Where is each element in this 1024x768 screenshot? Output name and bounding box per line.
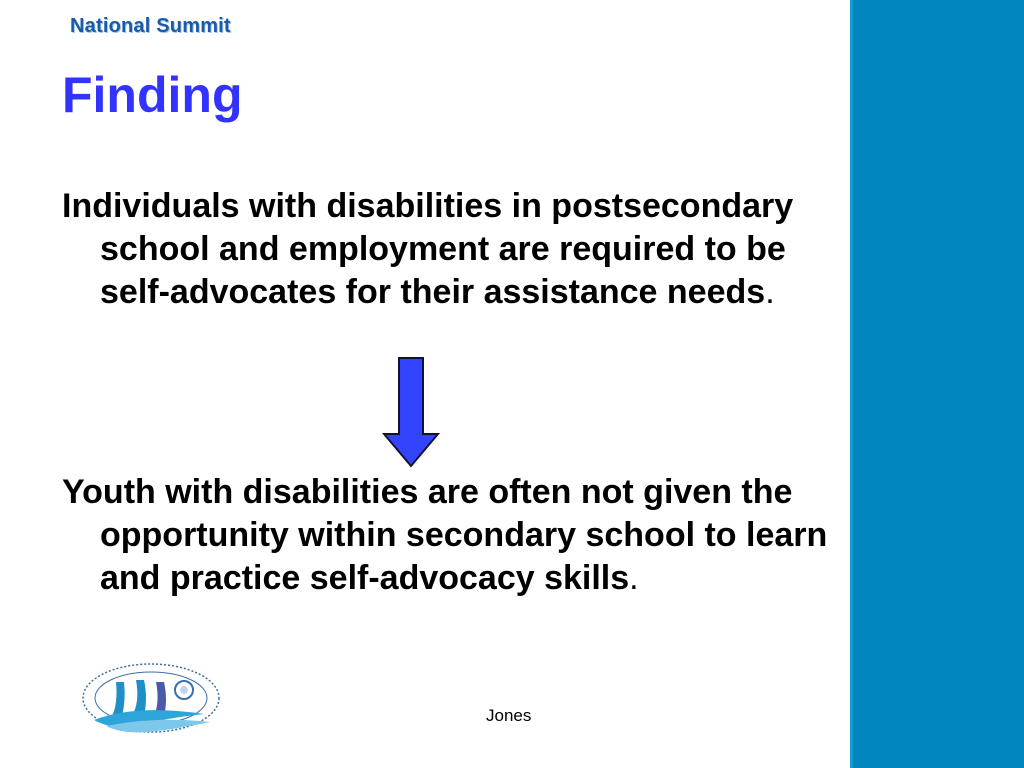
down-arrow-icon [382, 356, 440, 468]
finding-paragraph-2 [62, 471, 860, 600]
footer-author: Jones [486, 706, 532, 725]
paragraph-1-period: . [765, 273, 775, 311]
brand-logo-text: National Summit [70, 14, 231, 37]
right-color-band [850, 0, 1024, 768]
organization-logo-icon [76, 660, 226, 740]
national-summit-logo [70, 10, 280, 42]
paragraph-2-text: Youth with disabilities are often not given the opportunity within secondary school to learn and practice self-advocacy skills [62, 473, 828, 597]
finding-paragraph-1 [62, 185, 860, 314]
paragraph-2-period: . [629, 559, 639, 597]
slide-title: Finding [62, 67, 243, 123]
paragraph-1-text: Individuals with disabilities in postsecondary school and employment are required to be self-advocates for their assistance needs [62, 187, 794, 311]
